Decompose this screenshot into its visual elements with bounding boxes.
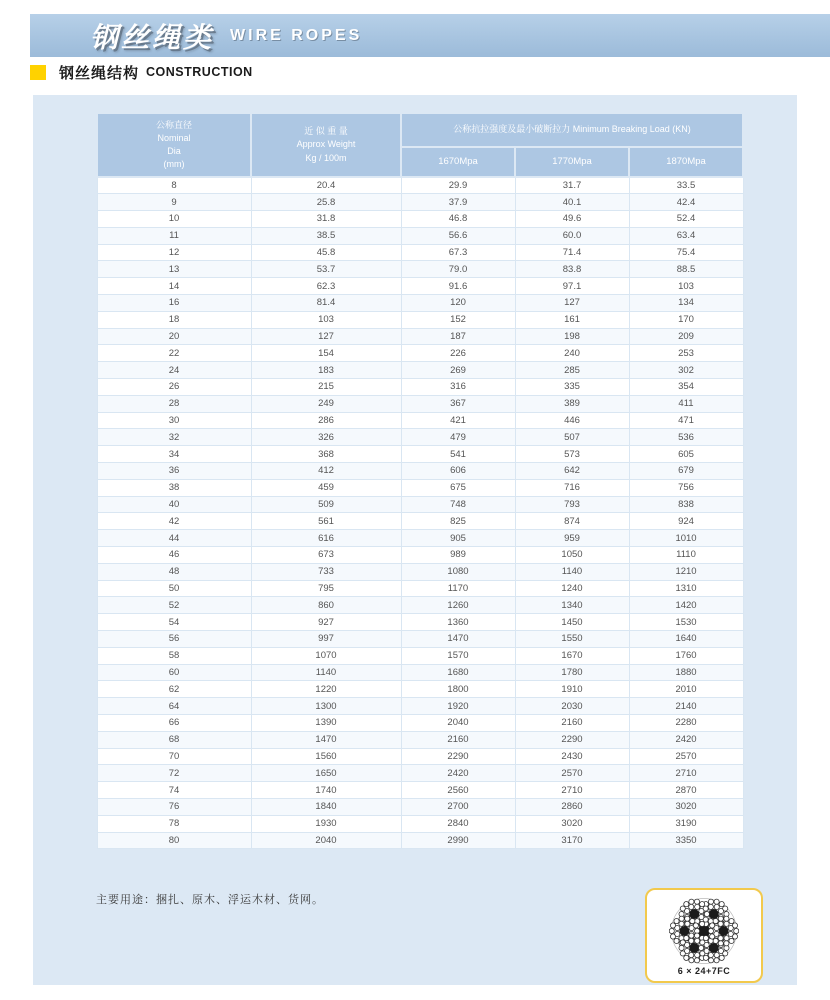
col-header-1670mpa: 1670Mpa xyxy=(401,147,515,177)
table-cell: 64 xyxy=(97,698,251,715)
table-cell: 38.5 xyxy=(251,227,401,244)
table-cell: 198 xyxy=(515,328,629,345)
table-cell: 411 xyxy=(629,395,743,412)
table-cell: 170 xyxy=(629,311,743,328)
table-cell: 389 xyxy=(515,395,629,412)
table-cell: 675 xyxy=(401,479,515,496)
table-cell: 1930 xyxy=(251,815,401,832)
table-cell: 354 xyxy=(629,379,743,396)
table-cell: 616 xyxy=(251,530,401,547)
table-cell: 1340 xyxy=(515,597,629,614)
table-row xyxy=(97,412,743,429)
table-cell: 14 xyxy=(97,278,251,295)
table-cell: 2560 xyxy=(401,782,515,799)
table-cell: 79.0 xyxy=(401,261,515,278)
wire-rope-cross-section-icon xyxy=(669,896,739,966)
section-title-english: CONSTRUCTION xyxy=(146,65,253,79)
page-title-english: WIRE ROPES xyxy=(230,26,363,44)
table-cell: 1760 xyxy=(629,647,743,664)
table-cell: 874 xyxy=(515,513,629,530)
table-row xyxy=(97,547,743,564)
table-row xyxy=(97,194,743,211)
table-row xyxy=(97,698,743,715)
section-title-chinese: 钢丝绳结构 xyxy=(59,64,140,82)
table-cell: 60 xyxy=(97,664,251,681)
table-cell: 1920 xyxy=(401,698,515,715)
table-cell: 1470 xyxy=(251,731,401,748)
wire-rope-spec-table xyxy=(96,112,744,849)
table-cell: 253 xyxy=(629,345,743,362)
table-cell: 67.3 xyxy=(401,244,515,261)
table-cell: 226 xyxy=(401,345,515,362)
col-header-weight-cn: 近 似 重 量 xyxy=(304,126,348,137)
rope-construction-card xyxy=(645,888,763,983)
table-cell: 18 xyxy=(97,311,251,328)
table-cell: 1260 xyxy=(401,597,515,614)
table-cell: 795 xyxy=(251,580,401,597)
table-cell: 120 xyxy=(401,295,515,312)
table-cell: 37.9 xyxy=(401,194,515,211)
table-cell: 573 xyxy=(515,446,629,463)
table-row xyxy=(97,681,743,698)
table-cell: 1300 xyxy=(251,698,401,715)
table-cell: 38 xyxy=(97,479,251,496)
table-cell: 48 xyxy=(97,563,251,580)
table-row xyxy=(97,563,743,580)
table-cell: 240 xyxy=(515,345,629,362)
table-row xyxy=(97,227,743,244)
table-cell: 10 xyxy=(97,211,251,228)
table-cell: 2840 xyxy=(401,815,515,832)
col-header-approx-weight xyxy=(251,113,401,177)
table-cell: 1910 xyxy=(515,681,629,698)
table-cell: 58 xyxy=(97,647,251,664)
table-cell: 46.8 xyxy=(401,211,515,228)
table-row xyxy=(97,278,743,295)
table-cell: 134 xyxy=(629,295,743,312)
table-cell: 3020 xyxy=(515,815,629,832)
table-cell: 860 xyxy=(251,597,401,614)
table-cell: 3190 xyxy=(629,815,743,832)
table-row xyxy=(97,647,743,664)
table-row xyxy=(97,832,743,849)
rope-construction-label: 6 × 24+7FC xyxy=(677,965,731,976)
table-cell: 541 xyxy=(401,446,515,463)
table-cell: 33.5 xyxy=(629,177,743,194)
table-cell: 81.4 xyxy=(251,295,401,312)
table-cell: 326 xyxy=(251,429,401,446)
table-cell: 187 xyxy=(401,328,515,345)
table-cell: 40.1 xyxy=(515,194,629,211)
table-cell: 2570 xyxy=(629,748,743,765)
table-row xyxy=(97,446,743,463)
table-cell: 56.6 xyxy=(401,227,515,244)
table-cell: 22 xyxy=(97,345,251,362)
table-cell: 2420 xyxy=(629,731,743,748)
table-cell: 52 xyxy=(97,597,251,614)
table-cell: 42 xyxy=(97,513,251,530)
table-cell: 302 xyxy=(629,362,743,379)
table-cell: 1140 xyxy=(515,563,629,580)
table-cell: 1780 xyxy=(515,664,629,681)
table-cell: 8 xyxy=(97,177,251,194)
table-row xyxy=(97,261,743,278)
section-heading xyxy=(30,62,253,82)
col-header-breaking-load-group: 公称抗拉强度及最小破断拉力 Minimum Breaking Load (KN) xyxy=(401,113,743,147)
table-cell: 53.7 xyxy=(251,261,401,278)
table-cell: 2280 xyxy=(629,715,743,732)
table-cell: 1360 xyxy=(401,614,515,631)
table-cell: 1680 xyxy=(401,664,515,681)
table-cell: 2860 xyxy=(515,798,629,815)
table-cell: 20 xyxy=(97,328,251,345)
table-row xyxy=(97,362,743,379)
table-row xyxy=(97,244,743,261)
table-cell: 1530 xyxy=(629,614,743,631)
table-cell: 1240 xyxy=(515,580,629,597)
table-row xyxy=(97,496,743,513)
table-cell: 1420 xyxy=(629,597,743,614)
table-cell: 62 xyxy=(97,681,251,698)
table-cell: 40 xyxy=(97,496,251,513)
table-row xyxy=(97,328,743,345)
table-cell: 60.0 xyxy=(515,227,629,244)
table-cell: 36 xyxy=(97,463,251,480)
table-cell: 24 xyxy=(97,362,251,379)
table-cell: 679 xyxy=(629,463,743,480)
table-row xyxy=(97,631,743,648)
table-cell: 66 xyxy=(97,715,251,732)
table-cell: 30 xyxy=(97,412,251,429)
table-cell: 412 xyxy=(251,463,401,480)
table-cell: 78 xyxy=(97,815,251,832)
col-header-diameter-cn: 公称直径 xyxy=(155,119,192,130)
table-cell: 316 xyxy=(401,379,515,396)
table-cell: 31.8 xyxy=(251,211,401,228)
table-row xyxy=(97,597,743,614)
table-cell: 1110 xyxy=(629,547,743,564)
table-cell: 215 xyxy=(251,379,401,396)
table-row xyxy=(97,614,743,631)
table-cell: 1550 xyxy=(515,631,629,648)
table-cell: 2290 xyxy=(515,731,629,748)
table-row xyxy=(97,748,743,765)
table-row xyxy=(97,580,743,597)
table-cell: 838 xyxy=(629,496,743,513)
table-cell: 34 xyxy=(97,446,251,463)
table-cell: 3350 xyxy=(629,832,743,849)
table-cell: 2570 xyxy=(515,765,629,782)
table-cell: 3020 xyxy=(629,798,743,815)
table-cell: 2430 xyxy=(515,748,629,765)
table-cell: 31.7 xyxy=(515,177,629,194)
table-cell: 1740 xyxy=(251,782,401,799)
table-row xyxy=(97,479,743,496)
col-header-diameter-en2: Dia xyxy=(167,146,181,156)
table-row xyxy=(97,311,743,328)
table-cell: 2040 xyxy=(401,715,515,732)
table-cell: 97.1 xyxy=(515,278,629,295)
table-cell: 471 xyxy=(629,412,743,429)
table-cell: 75.4 xyxy=(629,244,743,261)
table-cell: 16 xyxy=(97,295,251,312)
table-cell: 368 xyxy=(251,446,401,463)
page-title-chinese: 钢丝绳类 xyxy=(90,21,215,53)
table-cell: 285 xyxy=(515,362,629,379)
table-cell: 44 xyxy=(97,530,251,547)
table-cell: 1010 xyxy=(629,530,743,547)
table-cell: 2290 xyxy=(401,748,515,765)
table-row xyxy=(97,765,743,782)
table-cell: 421 xyxy=(401,412,515,429)
table-row xyxy=(97,664,743,681)
col-header-diameter-en1: Nominal xyxy=(157,132,191,143)
table-cell: 11 xyxy=(97,227,251,244)
table-cell: 2420 xyxy=(401,765,515,782)
table-cell: 642 xyxy=(515,463,629,480)
table-cell: 28 xyxy=(97,395,251,412)
content-panel xyxy=(33,95,797,985)
table-cell: 1390 xyxy=(251,715,401,732)
table-cell: 209 xyxy=(629,328,743,345)
table-cell: 2040 xyxy=(251,832,401,849)
table-cell: 1670 xyxy=(515,647,629,664)
col-header-diameter-unit: (mm) xyxy=(163,159,185,170)
table-cell: 905 xyxy=(401,530,515,547)
table-cell: 9 xyxy=(97,194,251,211)
table-cell: 72 xyxy=(97,765,251,782)
table-row xyxy=(97,345,743,362)
table-row xyxy=(97,429,743,446)
table-cell: 13 xyxy=(97,261,251,278)
usage-note: 主要用途：捆扎、原木、浮运木材、货网。 xyxy=(96,894,324,906)
table-cell: 2160 xyxy=(515,715,629,732)
table-cell: 45.8 xyxy=(251,244,401,261)
page-header-banner xyxy=(30,14,830,57)
table-row xyxy=(97,211,743,228)
table-cell: 1070 xyxy=(251,647,401,664)
table-row xyxy=(97,463,743,480)
table-cell: 1050 xyxy=(515,547,629,564)
table-cell: 1560 xyxy=(251,748,401,765)
table-cell: 76 xyxy=(97,798,251,815)
table-cell: 716 xyxy=(515,479,629,496)
table-cell: 103 xyxy=(251,311,401,328)
table-cell: 54 xyxy=(97,614,251,631)
table-row xyxy=(97,782,743,799)
col-header-1770mpa: 1770Mpa xyxy=(515,147,629,177)
table-cell: 286 xyxy=(251,412,401,429)
table-cell: 127 xyxy=(515,295,629,312)
table-row xyxy=(97,798,743,815)
table-cell: 959 xyxy=(515,530,629,547)
table-cell: 748 xyxy=(401,496,515,513)
table-cell: 606 xyxy=(401,463,515,480)
table-cell: 249 xyxy=(251,395,401,412)
table-cell: 1840 xyxy=(251,798,401,815)
table-cell: 91.6 xyxy=(401,278,515,295)
table-cell: 997 xyxy=(251,631,401,648)
table-cell: 83.8 xyxy=(515,261,629,278)
table-cell: 74 xyxy=(97,782,251,799)
table-cell: 733 xyxy=(251,563,401,580)
table-cell: 2030 xyxy=(515,698,629,715)
table-cell: 103 xyxy=(629,278,743,295)
table-cell: 29.9 xyxy=(401,177,515,194)
table-cell: 70 xyxy=(97,748,251,765)
table-cell: 63.4 xyxy=(629,227,743,244)
table-cell: 2710 xyxy=(629,765,743,782)
col-header-weight-en: Approx Weight xyxy=(296,139,356,150)
table-cell: 32 xyxy=(97,429,251,446)
table-cell: 825 xyxy=(401,513,515,530)
table-cell: 673 xyxy=(251,547,401,564)
table-row xyxy=(97,715,743,732)
table-cell: 1640 xyxy=(629,631,743,648)
yellow-bullet-icon xyxy=(30,65,46,80)
table-cell: 1080 xyxy=(401,563,515,580)
table-cell: 1470 xyxy=(401,631,515,648)
table-cell: 62.3 xyxy=(251,278,401,295)
table-cell: 3170 xyxy=(515,832,629,849)
table-cell: 561 xyxy=(251,513,401,530)
table-cell: 2140 xyxy=(629,698,743,715)
table-cell: 446 xyxy=(515,412,629,429)
table-row xyxy=(97,379,743,396)
table-cell: 2990 xyxy=(401,832,515,849)
table-cell: 1800 xyxy=(401,681,515,698)
table-cell: 507 xyxy=(515,429,629,446)
table-row xyxy=(97,731,743,748)
table-row xyxy=(97,295,743,312)
table-cell: 2160 xyxy=(401,731,515,748)
table-cell: 20.4 xyxy=(251,177,401,194)
col-header-weight-unit: Kg / 100m xyxy=(305,152,347,163)
table-cell: 50 xyxy=(97,580,251,597)
table-cell: 2700 xyxy=(401,798,515,815)
table-cell: 756 xyxy=(629,479,743,496)
table-cell: 56 xyxy=(97,631,251,648)
table-cell: 269 xyxy=(401,362,515,379)
table-cell: 1880 xyxy=(629,664,743,681)
table-cell: 509 xyxy=(251,496,401,513)
table-cell: 161 xyxy=(515,311,629,328)
table-cell: 88.5 xyxy=(629,261,743,278)
table-cell: 1310 xyxy=(629,580,743,597)
table-body xyxy=(97,177,743,849)
table-cell: 71.4 xyxy=(515,244,629,261)
table-row xyxy=(97,815,743,832)
table-cell: 127 xyxy=(251,328,401,345)
table-row xyxy=(97,530,743,547)
table-cell: 479 xyxy=(401,429,515,446)
table-cell: 12 xyxy=(97,244,251,261)
table-cell: 1450 xyxy=(515,614,629,631)
table-cell: 927 xyxy=(251,614,401,631)
table-cell: 924 xyxy=(629,513,743,530)
table-row xyxy=(97,395,743,412)
table-cell: 367 xyxy=(401,395,515,412)
table-cell: 49.6 xyxy=(515,211,629,228)
table-cell: 154 xyxy=(251,345,401,362)
table-cell: 1140 xyxy=(251,664,401,681)
table-cell: 152 xyxy=(401,311,515,328)
col-header-1870mpa: 1870Mpa xyxy=(629,147,743,177)
table-cell: 2710 xyxy=(515,782,629,799)
table-cell: 1650 xyxy=(251,765,401,782)
table-cell: 1210 xyxy=(629,563,743,580)
table-cell: 459 xyxy=(251,479,401,496)
table-cell: 183 xyxy=(251,362,401,379)
table-cell: 605 xyxy=(629,446,743,463)
col-header-nominal-diameter xyxy=(97,113,251,177)
table-cell: 335 xyxy=(515,379,629,396)
table-row xyxy=(97,177,743,194)
table-cell: 1220 xyxy=(251,681,401,698)
table-cell: 536 xyxy=(629,429,743,446)
table-cell: 25.8 xyxy=(251,194,401,211)
table-cell: 52.4 xyxy=(629,211,743,228)
table-cell: 1570 xyxy=(401,647,515,664)
table-cell: 1170 xyxy=(401,580,515,597)
table-cell: 2870 xyxy=(629,782,743,799)
table-cell: 26 xyxy=(97,379,251,396)
table-cell: 2010 xyxy=(629,681,743,698)
table-cell: 42.4 xyxy=(629,194,743,211)
table-cell: 68 xyxy=(97,731,251,748)
table-cell: 989 xyxy=(401,547,515,564)
table-row xyxy=(97,513,743,530)
table-cell: 46 xyxy=(97,547,251,564)
table-cell: 80 xyxy=(97,832,251,849)
table-cell: 793 xyxy=(515,496,629,513)
